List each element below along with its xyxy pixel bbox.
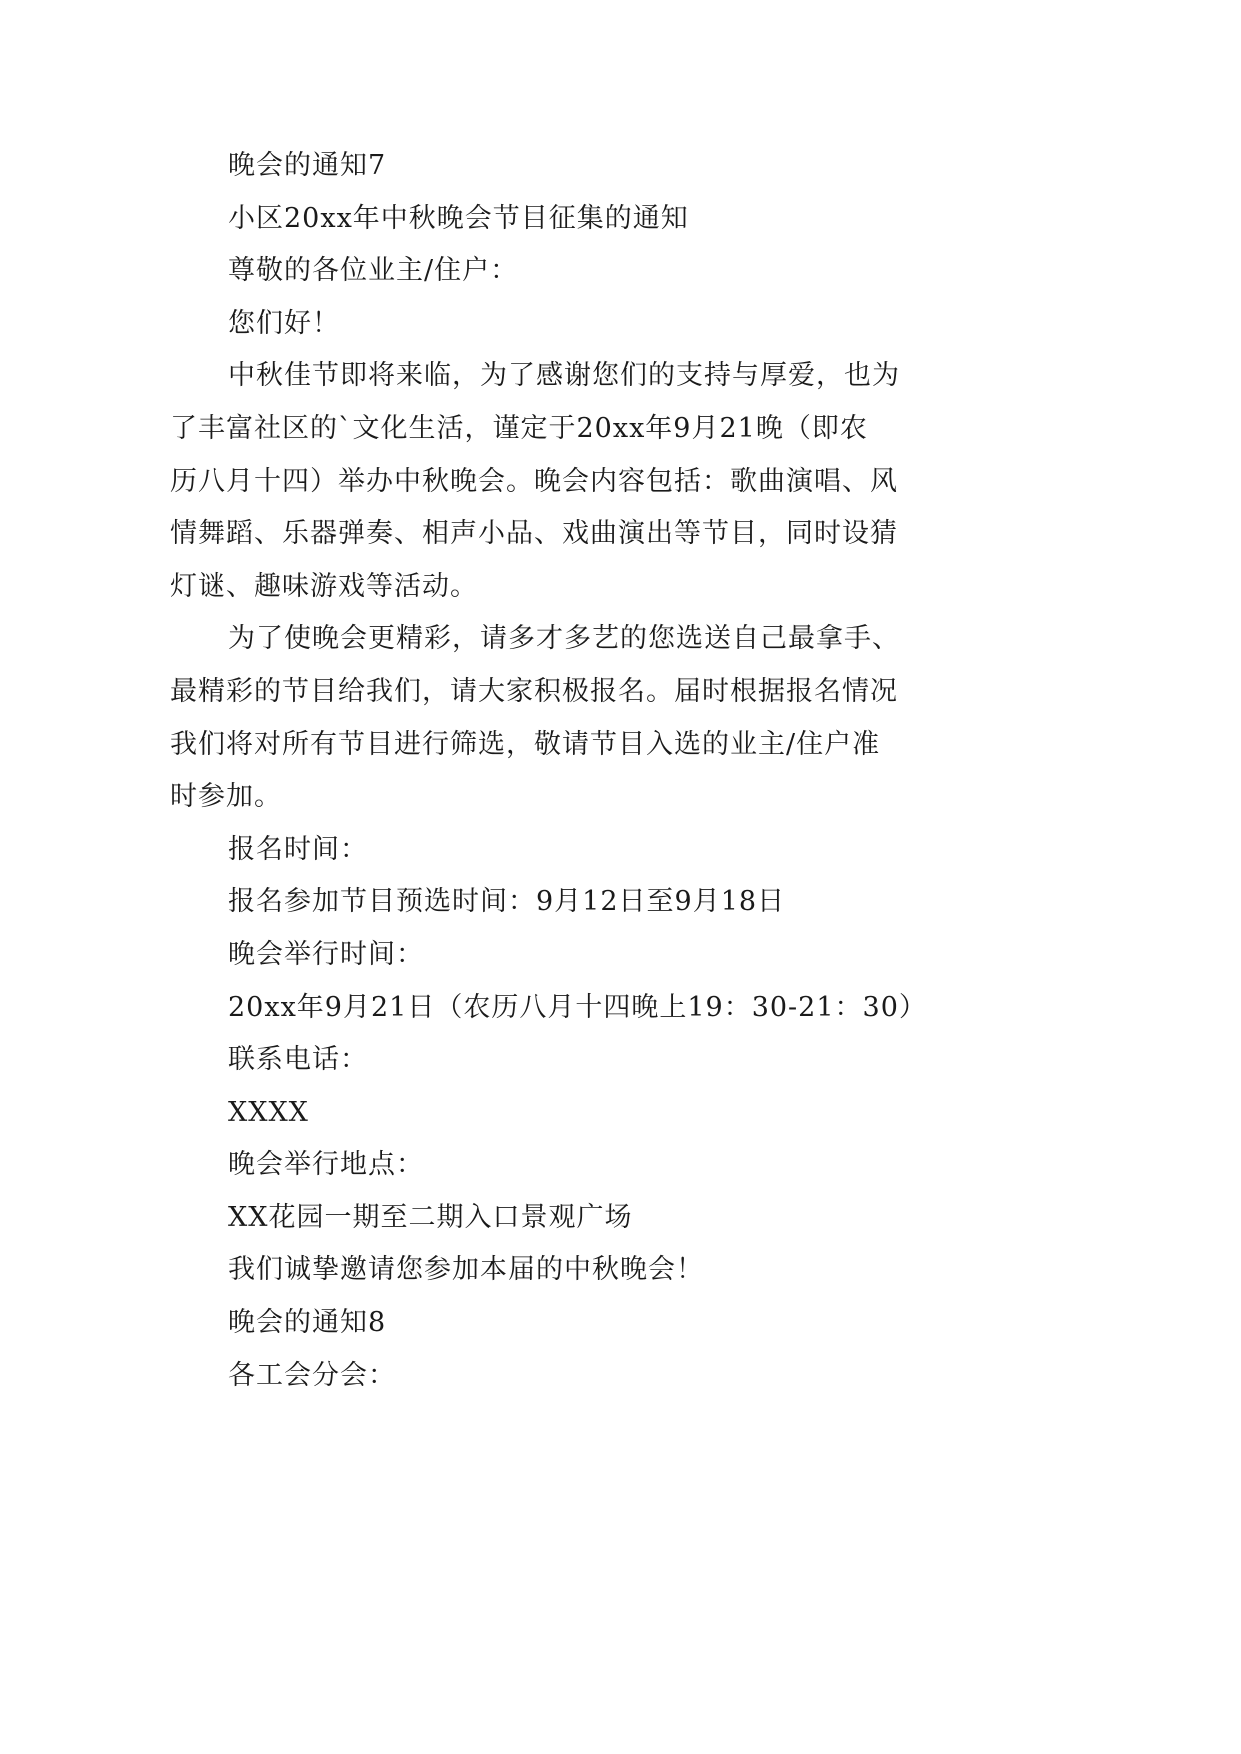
paragraph-line: 中秋佳节即将来临，为了感谢您们的支持与厚爱，也为 (228, 360, 900, 392)
paragraph-line: 情舞蹈、乐器弹奏、相声小品、戏曲演出等节目，同时设猜 (170, 518, 898, 550)
paragraph-line: 最精彩的节目给我们，请大家积极报名。届时根据报名情况 (170, 675, 898, 707)
document-body (170, 140, 940, 1402)
venue: XX花园一期至二期入口景观广场 (228, 1201, 633, 1233)
registration-period: 报名参加节目预选时间：9月12日至9月18日 (228, 886, 786, 918)
event-time-heading: 晚会举行时间： (228, 938, 424, 970)
registration-heading: 报名时间： (228, 833, 368, 865)
notice-title: 小区20xx年中秋晚会节目征集的通知 (228, 202, 689, 234)
paragraph-line: 灯谜、趣味游戏等活动。 (170, 570, 478, 602)
paragraph-line: 了丰富社区的`文化生活，谨定于20xx年9月21晚（即农 (170, 412, 868, 444)
paragraph-invitation (170, 613, 940, 823)
paragraph-line: 时参加。 (170, 781, 282, 813)
section-heading: 晚会的通知8 (228, 1307, 387, 1339)
salutation: 各工会分会： (228, 1359, 396, 1391)
greeting: 您们好！ (228, 307, 340, 339)
salutation: 尊敬的各位业主/住户： (228, 255, 519, 287)
section-heading: 晚会的通知7 (228, 150, 387, 181)
venue-heading: 晚会举行地点： (228, 1149, 424, 1181)
paragraph-line: 历八月十四）举办中秋晚会。晚会内容包括：歌曲演唱、风 (170, 465, 898, 497)
paragraph-line: 我们将对所有节目进行筛选，敬请节目入选的业主/住户准 (170, 728, 881, 760)
closing-invitation: 我们诚挚邀请您参加本届的中秋晚会！ (228, 1254, 704, 1286)
paragraph-intro (170, 350, 940, 613)
paragraph-line: 为了使晚会更精彩，请多才多艺的您选送自己最拿手、 (228, 623, 900, 655)
contact-heading: 联系电话： (228, 1044, 368, 1076)
event-time: 20xx年9月21日（农历八月十四晚上19：30-21：30） (228, 991, 927, 1023)
contact-phone: XXXX (228, 1096, 309, 1128)
